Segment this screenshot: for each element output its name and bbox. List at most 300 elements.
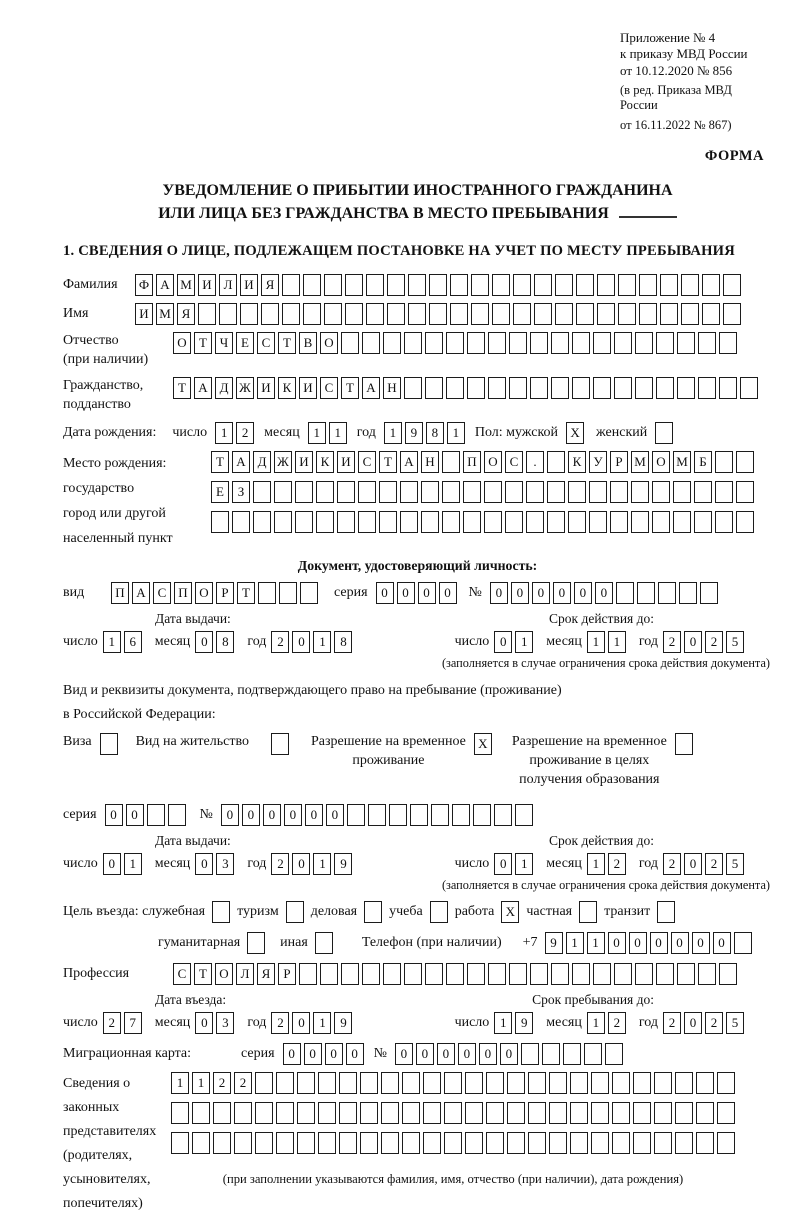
char-cell[interactable]: [488, 377, 506, 399]
char-cell[interactable]: 0: [500, 1043, 518, 1065]
char-cell[interactable]: 0: [304, 1043, 322, 1065]
char-cell[interactable]: Т: [278, 332, 296, 354]
char-cell[interactable]: Ж: [274, 451, 292, 473]
char-cell[interactable]: [657, 901, 675, 923]
char-cell[interactable]: [633, 1072, 651, 1094]
char-cell[interactable]: [579, 901, 597, 923]
char-cell[interactable]: [547, 481, 565, 503]
char-cell[interactable]: О: [195, 582, 213, 604]
char-cell[interactable]: [318, 1102, 336, 1124]
birth-year-cells[interactable]: [384, 422, 465, 444]
char-cell[interactable]: 1: [103, 631, 121, 653]
char-cell[interactable]: С: [153, 582, 171, 604]
char-cell[interactable]: 0: [346, 1043, 364, 1065]
surname-cells[interactable]: [135, 274, 741, 296]
char-cell[interactable]: [473, 804, 491, 826]
char-cell[interactable]: [702, 274, 720, 296]
char-cell[interactable]: 0: [684, 1012, 702, 1034]
char-cell[interactable]: [253, 481, 271, 503]
char-cell[interactable]: [572, 377, 590, 399]
char-cell[interactable]: [258, 582, 276, 604]
char-cell[interactable]: И: [257, 377, 275, 399]
char-cell[interactable]: [555, 274, 573, 296]
char-cell[interactable]: 1: [608, 631, 626, 653]
issue-day-cells[interactable]: [103, 631, 142, 653]
char-cell[interactable]: [658, 582, 676, 604]
char-cell[interactable]: [410, 804, 428, 826]
char-cell[interactable]: Н: [383, 377, 401, 399]
char-cell[interactable]: [528, 1072, 546, 1094]
patronymic-cells[interactable]: [173, 332, 737, 354]
char-cell[interactable]: X: [566, 422, 584, 444]
char-cell[interactable]: [694, 511, 712, 533]
char-cell[interactable]: [612, 1132, 630, 1154]
char-cell[interactable]: 0: [292, 853, 310, 875]
doc-series-cells[interactable]: [376, 582, 457, 604]
char-cell[interactable]: 9: [334, 1012, 352, 1034]
char-cell[interactable]: А: [232, 451, 250, 473]
char-cell[interactable]: К: [568, 451, 586, 473]
char-cell[interactable]: К: [278, 377, 296, 399]
char-cell[interactable]: М: [673, 451, 691, 473]
char-cell[interactable]: [324, 303, 342, 325]
char-cell[interactable]: [300, 582, 318, 604]
char-cell[interactable]: [570, 1102, 588, 1124]
char-cell[interactable]: 1: [329, 422, 347, 444]
char-cell[interactable]: [402, 1102, 420, 1124]
valid-year-cells[interactable]: [663, 853, 744, 875]
char-cell[interactable]: Ч: [215, 332, 233, 354]
char-cell[interactable]: [213, 1102, 231, 1124]
char-cell[interactable]: О: [652, 451, 670, 473]
char-cell[interactable]: [679, 582, 697, 604]
char-cell[interactable]: 0: [553, 582, 571, 604]
char-cell[interactable]: [488, 963, 506, 985]
char-cell[interactable]: А: [132, 582, 150, 604]
char-cell[interactable]: [339, 1072, 357, 1094]
char-cell[interactable]: [631, 481, 649, 503]
char-cell[interactable]: [675, 1102, 693, 1124]
char-cell[interactable]: [255, 1102, 273, 1124]
doc-type-cells[interactable]: [111, 582, 318, 604]
char-cell[interactable]: [591, 1132, 609, 1154]
char-cell[interactable]: [654, 1072, 672, 1094]
char-cell[interactable]: [526, 511, 544, 533]
char-cell[interactable]: 0: [532, 582, 550, 604]
char-cell[interactable]: [715, 511, 733, 533]
char-cell[interactable]: Т: [379, 451, 397, 473]
char-cell[interactable]: 8: [334, 631, 352, 653]
char-cell[interactable]: [528, 1102, 546, 1124]
char-cell[interactable]: [213, 1132, 231, 1154]
entry-month-cells[interactable]: [195, 1012, 234, 1034]
char-cell[interactable]: 1: [171, 1072, 189, 1094]
char-cell[interactable]: [318, 1132, 336, 1154]
char-cell[interactable]: [219, 303, 237, 325]
char-cell[interactable]: И: [198, 274, 216, 296]
char-cell[interactable]: А: [194, 377, 212, 399]
char-cell[interactable]: [345, 274, 363, 296]
char-cell[interactable]: [444, 1102, 462, 1124]
char-cell[interactable]: А: [400, 451, 418, 473]
char-cell[interactable]: [320, 963, 338, 985]
char-cell[interactable]: [276, 1072, 294, 1094]
char-cell[interactable]: [400, 511, 418, 533]
char-cell[interactable]: 0: [221, 804, 239, 826]
char-cell[interactable]: [324, 274, 342, 296]
char-cell[interactable]: 0: [395, 1043, 413, 1065]
char-cell[interactable]: [505, 481, 523, 503]
char-cell[interactable]: [297, 1072, 315, 1094]
char-cell[interactable]: 0: [195, 1012, 213, 1034]
char-cell[interactable]: 0: [284, 804, 302, 826]
char-cell[interactable]: [614, 332, 632, 354]
char-cell[interactable]: [494, 804, 512, 826]
char-cell[interactable]: 2: [271, 1012, 289, 1034]
char-cell[interactable]: [618, 303, 636, 325]
char-cell[interactable]: 0: [494, 631, 512, 653]
char-cell[interactable]: [381, 1102, 399, 1124]
char-cell[interactable]: [492, 274, 510, 296]
stay-day-cells[interactable]: [494, 1012, 533, 1034]
char-cell[interactable]: [633, 1102, 651, 1124]
char-cell[interactable]: [675, 1132, 693, 1154]
char-cell[interactable]: И: [135, 303, 153, 325]
char-cell[interactable]: [402, 1072, 420, 1094]
char-cell[interactable]: [247, 932, 265, 954]
char-cell[interactable]: 0: [105, 804, 123, 826]
migration-series-cells[interactable]: [283, 1043, 364, 1065]
char-cell[interactable]: [465, 1102, 483, 1124]
char-cell[interactable]: [530, 332, 548, 354]
char-cell[interactable]: [429, 274, 447, 296]
char-cell[interactable]: [402, 1132, 420, 1154]
char-cell[interactable]: [610, 511, 628, 533]
char-cell[interactable]: [442, 511, 460, 533]
birthplace-row2-cells[interactable]: [211, 481, 754, 503]
purpose-official-checkbox[interactable]: [212, 901, 230, 923]
char-cell[interactable]: [635, 332, 653, 354]
char-cell[interactable]: [360, 1132, 378, 1154]
char-cell[interactable]: Т: [211, 451, 229, 473]
char-cell[interactable]: [652, 481, 670, 503]
char-cell[interactable]: [528, 1132, 546, 1154]
char-cell[interactable]: [425, 963, 443, 985]
char-cell[interactable]: [547, 451, 565, 473]
char-cell[interactable]: Р: [610, 451, 628, 473]
char-cell[interactable]: Ж: [236, 377, 254, 399]
char-cell[interactable]: Е: [236, 332, 254, 354]
char-cell[interactable]: [513, 303, 531, 325]
valid-month-cells[interactable]: [587, 631, 626, 653]
char-cell[interactable]: 1: [515, 631, 533, 653]
char-cell[interactable]: [656, 332, 674, 354]
birthplace-row1-cells[interactable]: [211, 451, 754, 473]
char-cell[interactable]: 1: [313, 853, 331, 875]
char-cell[interactable]: [315, 932, 333, 954]
char-cell[interactable]: 0: [629, 932, 647, 954]
char-cell[interactable]: [677, 377, 695, 399]
purpose-work-checkbox[interactable]: [501, 901, 519, 923]
citizenship-cells[interactable]: [173, 377, 758, 399]
char-cell[interactable]: [637, 582, 655, 604]
char-cell[interactable]: [421, 481, 439, 503]
char-cell[interactable]: Р: [278, 963, 296, 985]
char-cell[interactable]: [465, 1132, 483, 1154]
char-cell[interactable]: 2: [608, 853, 626, 875]
char-cell[interactable]: [681, 274, 699, 296]
char-cell[interactable]: [593, 332, 611, 354]
char-cell[interactable]: [297, 1102, 315, 1124]
char-cell[interactable]: [387, 303, 405, 325]
char-cell[interactable]: [551, 963, 569, 985]
char-cell[interactable]: [408, 274, 426, 296]
char-cell[interactable]: 0: [490, 582, 508, 604]
char-cell[interactable]: [719, 963, 737, 985]
char-cell[interactable]: 5: [726, 631, 744, 653]
profession-cells[interactable]: [173, 963, 737, 985]
char-cell[interactable]: Ф: [135, 274, 153, 296]
char-cell[interactable]: [276, 1132, 294, 1154]
char-cell[interactable]: С: [505, 451, 523, 473]
char-cell[interactable]: [303, 303, 321, 325]
char-cell[interactable]: С: [257, 332, 275, 354]
char-cell[interactable]: [255, 1132, 273, 1154]
char-cell[interactable]: [639, 303, 657, 325]
char-cell[interactable]: [465, 1072, 483, 1094]
char-cell[interactable]: М: [156, 303, 174, 325]
birthplace-row3-cells[interactable]: [211, 511, 754, 533]
char-cell[interactable]: [286, 901, 304, 923]
char-cell[interactable]: Б: [694, 451, 712, 473]
issue-year-cells[interactable]: [271, 631, 352, 653]
char-cell[interactable]: [576, 274, 594, 296]
char-cell[interactable]: Л: [219, 274, 237, 296]
char-cell[interactable]: [509, 963, 527, 985]
char-cell[interactable]: П: [111, 582, 129, 604]
char-cell[interactable]: [694, 481, 712, 503]
char-cell[interactable]: [423, 1102, 441, 1124]
char-cell[interactable]: И: [295, 451, 313, 473]
char-cell[interactable]: [467, 377, 485, 399]
char-cell[interactable]: [719, 377, 737, 399]
char-cell[interactable]: [387, 274, 405, 296]
char-cell[interactable]: [549, 1072, 567, 1094]
valid-month-cells[interactable]: [587, 853, 626, 875]
char-cell[interactable]: 9: [515, 1012, 533, 1034]
char-cell[interactable]: [341, 963, 359, 985]
char-cell[interactable]: [276, 1102, 294, 1124]
char-cell[interactable]: [341, 332, 359, 354]
char-cell[interactable]: [723, 274, 741, 296]
char-cell[interactable]: [404, 377, 422, 399]
char-cell[interactable]: 1: [587, 1012, 605, 1034]
char-cell[interactable]: 0: [103, 853, 121, 875]
char-cell[interactable]: 0: [437, 1043, 455, 1065]
char-cell[interactable]: [635, 377, 653, 399]
char-cell[interactable]: 0: [283, 1043, 301, 1065]
char-cell[interactable]: [513, 274, 531, 296]
char-cell[interactable]: [507, 1132, 525, 1154]
char-cell[interactable]: 5: [726, 853, 744, 875]
char-cell[interactable]: [547, 511, 565, 533]
char-cell[interactable]: [618, 274, 636, 296]
char-cell[interactable]: [362, 332, 380, 354]
valid-day-cells[interactable]: [494, 631, 533, 653]
char-cell[interactable]: Л: [236, 963, 254, 985]
char-cell[interactable]: [614, 963, 632, 985]
char-cell[interactable]: [425, 332, 443, 354]
char-cell[interactable]: [549, 1102, 567, 1124]
char-cell[interactable]: [486, 1072, 504, 1094]
char-cell[interactable]: [614, 377, 632, 399]
char-cell[interactable]: [549, 1132, 567, 1154]
char-cell[interactable]: И: [337, 451, 355, 473]
char-cell[interactable]: Т: [237, 582, 255, 604]
doc-number-cells[interactable]: [490, 582, 718, 604]
char-cell[interactable]: [362, 963, 380, 985]
char-cell[interactable]: [318, 1072, 336, 1094]
representatives-row2-cells[interactable]: [171, 1102, 735, 1124]
char-cell[interactable]: [271, 733, 289, 755]
char-cell[interactable]: 1: [587, 932, 605, 954]
char-cell[interactable]: О: [484, 451, 502, 473]
char-cell[interactable]: 0: [325, 1043, 343, 1065]
valid-year-cells[interactable]: [663, 631, 744, 653]
char-cell[interactable]: [509, 377, 527, 399]
issue-year-cells[interactable]: [271, 853, 352, 875]
char-cell[interactable]: [463, 511, 481, 533]
char-cell[interactable]: [639, 274, 657, 296]
char-cell[interactable]: [446, 963, 464, 985]
char-cell[interactable]: [366, 274, 384, 296]
char-cell[interactable]: [576, 303, 594, 325]
char-cell[interactable]: [486, 1102, 504, 1124]
char-cell[interactable]: [534, 274, 552, 296]
char-cell[interactable]: [379, 511, 397, 533]
char-cell[interactable]: [442, 481, 460, 503]
char-cell[interactable]: 1: [313, 1012, 331, 1034]
char-cell[interactable]: 0: [376, 582, 394, 604]
char-cell[interactable]: 1: [215, 422, 233, 444]
char-cell[interactable]: [253, 511, 271, 533]
char-cell[interactable]: [467, 332, 485, 354]
char-cell[interactable]: П: [174, 582, 192, 604]
issue-day-cells[interactable]: [103, 853, 142, 875]
char-cell[interactable]: [171, 1102, 189, 1124]
char-cell[interactable]: 2: [663, 631, 681, 653]
char-cell[interactable]: [717, 1102, 735, 1124]
char-cell[interactable]: [702, 303, 720, 325]
char-cell[interactable]: 2: [271, 853, 289, 875]
char-cell[interactable]: [467, 963, 485, 985]
char-cell[interactable]: Н: [421, 451, 439, 473]
char-cell[interactable]: [605, 1043, 623, 1065]
char-cell[interactable]: [471, 274, 489, 296]
char-cell[interactable]: [379, 481, 397, 503]
char-cell[interactable]: [431, 804, 449, 826]
purpose-business-checkbox[interactable]: [364, 901, 382, 923]
char-cell[interactable]: [471, 303, 489, 325]
char-cell[interactable]: 3: [216, 853, 234, 875]
char-cell[interactable]: И: [299, 377, 317, 399]
char-cell[interactable]: [345, 303, 363, 325]
char-cell[interactable]: [551, 332, 569, 354]
temp-residence-edu-checkbox[interactable]: [675, 733, 693, 755]
char-cell[interactable]: А: [156, 274, 174, 296]
char-cell[interactable]: [234, 1102, 252, 1124]
char-cell[interactable]: [339, 1102, 357, 1124]
char-cell[interactable]: [507, 1102, 525, 1124]
char-cell[interactable]: [610, 481, 628, 503]
migration-number-cells[interactable]: [395, 1043, 623, 1065]
char-cell[interactable]: [337, 511, 355, 533]
char-cell[interactable]: [656, 963, 674, 985]
char-cell[interactable]: [408, 303, 426, 325]
char-cell[interactable]: [337, 481, 355, 503]
char-cell[interactable]: 0: [692, 932, 710, 954]
char-cell[interactable]: У: [589, 451, 607, 473]
char-cell[interactable]: [591, 1072, 609, 1094]
char-cell[interactable]: 1: [124, 853, 142, 875]
purpose-other-checkbox[interactable]: [315, 932, 333, 954]
char-cell[interactable]: [421, 511, 439, 533]
char-cell[interactable]: 0: [126, 804, 144, 826]
char-cell[interactable]: X: [501, 901, 519, 923]
char-cell[interactable]: [736, 481, 754, 503]
char-cell[interactable]: [425, 377, 443, 399]
char-cell[interactable]: 0: [418, 582, 436, 604]
sex-male-checkbox[interactable]: [566, 422, 584, 444]
char-cell[interactable]: [168, 804, 186, 826]
char-cell[interactable]: [484, 481, 502, 503]
char-cell[interactable]: 0: [242, 804, 260, 826]
char-cell[interactable]: [698, 963, 716, 985]
char-cell[interactable]: [389, 804, 407, 826]
char-cell[interactable]: З: [232, 481, 250, 503]
char-cell[interactable]: 9: [334, 853, 352, 875]
char-cell[interactable]: [612, 1072, 630, 1094]
char-cell[interactable]: [696, 1072, 714, 1094]
char-cell[interactable]: 2: [705, 1012, 723, 1034]
char-cell[interactable]: О: [173, 332, 191, 354]
char-cell[interactable]: 0: [574, 582, 592, 604]
char-cell[interactable]: [534, 303, 552, 325]
char-cell[interactable]: 0: [292, 631, 310, 653]
char-cell[interactable]: [299, 963, 317, 985]
char-cell[interactable]: [698, 377, 716, 399]
char-cell[interactable]: [677, 332, 695, 354]
temp-residence-checkbox[interactable]: [474, 733, 492, 755]
char-cell[interactable]: [171, 1132, 189, 1154]
char-cell[interactable]: 2: [663, 853, 681, 875]
char-cell[interactable]: [526, 481, 544, 503]
char-cell[interactable]: [450, 274, 468, 296]
char-cell[interactable]: [551, 377, 569, 399]
representatives-row3-cells[interactable]: [171, 1132, 735, 1154]
char-cell[interactable]: О: [320, 332, 338, 354]
char-cell[interactable]: 2: [234, 1072, 252, 1094]
char-cell[interactable]: [530, 377, 548, 399]
char-cell[interactable]: 0: [650, 932, 668, 954]
char-cell[interactable]: 0: [416, 1043, 434, 1065]
char-cell[interactable]: [700, 582, 718, 604]
char-cell[interactable]: [570, 1072, 588, 1094]
char-cell[interactable]: [240, 303, 258, 325]
char-cell[interactable]: Я: [261, 274, 279, 296]
char-cell[interactable]: 0: [397, 582, 415, 604]
char-cell[interactable]: [364, 901, 382, 923]
